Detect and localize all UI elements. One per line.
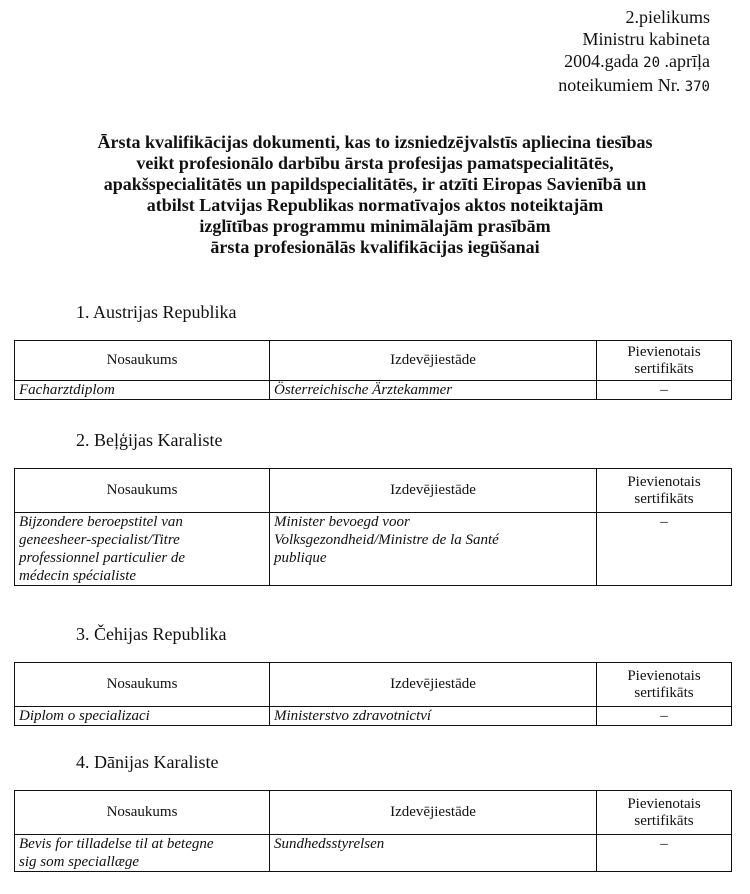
header-certificate: Pievienotais sertifikāts [597,341,732,381]
annex-issuer: Ministru kabineta [582,29,710,49]
qualification-name: Diplom o specializaci [15,707,270,726]
issuing-body: Sundhedsstyrelsen [270,835,597,872]
header-name: Nosaukums [15,469,270,513]
country-heading-denmark: 4. Dānijas Karaliste [76,752,219,772]
header-name: Nosaukums [15,341,270,381]
issuing-body: Österreichische Ärztekammer [270,381,597,400]
header-certificate: Pievienotais sertifikāts [597,791,732,835]
issuing-body: Ministerstvo zdravotnictví [270,707,597,726]
country-heading-czechia: 3. Čehijas Republika [76,624,227,644]
table-row [15,513,732,586]
annex-day: 20 [643,55,661,71]
certificate-value: – [597,381,732,400]
qualification-name: Bevis for tilladelse til at betegne sig som speciallæge [15,835,270,872]
header-issuer: Izdevējiestāde [270,469,597,513]
document-title: Ārsta kvalifikācijas dokumenti, kas to izsniedzējvalstīs apliecina tiesības veikt profesionālo darbību ārsta profesijas pamatspecialitātēs, apakšspecialitātēs un papildspecialitātēs, ir atzīti Eiropas Savienībā un atbilst Latvijas Republikas normatīvajos aktos noteiktajām izglītības programmu minimālajām prasībām ārsta profesionālās kvalifikācijas iegūšanai [97,132,653,257]
issuing-body: Minister bevoegd voor Volksgezondheid/Ministre de la Santé publique [270,513,597,586]
qualification-name: Facharztdiplom [15,381,270,400]
country-heading-austria: 1. Austrijas Republika [76,302,237,322]
table-row [15,835,732,872]
annex-date: 2004.gada 20 .aprīļa [564,51,710,71]
header-name: Nosaukums [15,791,270,835]
header-issuer: Izdevējiestāde [270,663,597,707]
annex-number: 2.pielikums [625,7,710,27]
table-row [15,707,732,726]
qualification-table-denmark [14,790,732,872]
annex-regulation-number: 370 [684,79,710,95]
header-certificate: Pievienotais sertifikāts [597,663,732,707]
header-issuer: Izdevējiestāde [270,341,597,381]
country-heading-belgium: 2. Beļģijas Karaliste [76,430,223,450]
qualification-table-austria [14,340,732,400]
header-name: Nosaukums [15,663,270,707]
qualification-name: Bijzondere beroepstitel van geneesheer-specialist/Titre professionnel particulier de médecin spécialiste [15,513,270,586]
certificate-value: – [597,835,732,872]
qualification-table-czechia [14,662,732,726]
header-certificate: Pievienotais sertifikāts [597,469,732,513]
header-issuer: Izdevējiestāde [270,791,597,835]
certificate-value: – [597,707,732,726]
certificate-value: – [597,513,732,586]
table-row [15,381,732,400]
qualification-table-belgium [14,468,732,586]
annex-regulation: noteikumiem Nr. 370 [558,75,710,95]
annex-reference [558,6,710,98]
